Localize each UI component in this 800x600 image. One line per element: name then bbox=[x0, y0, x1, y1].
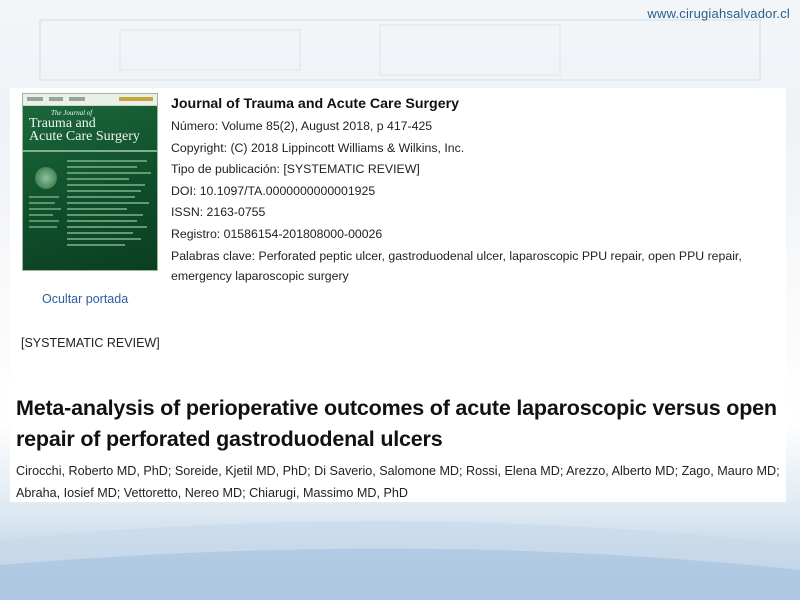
article-authors: Cirocchi, Roberto MD, PhD; Soreide, Kjetil MD, PhD; Di Saverio, Salomone MD; Rossi, Elena MD; Arezzo, Alberto MD; Zago, Mauro MD; Abraha, Iosief MD; Vettoretto, Nereo MD; Chiarugi, Massimo MD, PhD bbox=[16, 464, 780, 500]
issue-number: Número: Volume 85(2), August 2018, p 417-425 bbox=[171, 119, 433, 133]
article-title: Meta-analysis of perioperative outcomes of acute laparoscopic versus open repair of perforated gastroduodenal ulcers bbox=[16, 396, 777, 451]
publication-type: Tipo de publicación: [SYSTEMATIC REVIEW] bbox=[171, 162, 420, 176]
keywords: Palabras clave: Perforated peptic ulcer, gastroduodenal ulcer, laparoscopic PPU repair, open PPU repair, emergency laparoscopic surgery bbox=[171, 249, 742, 283]
cover-title-line2: Acute Care Surgery bbox=[29, 128, 140, 144]
site-url[interactable]: www.cirugiahsalvador.cl bbox=[647, 6, 790, 21]
cover-toc-lines bbox=[67, 160, 153, 250]
copyright: Copyright: (C) 2018 Lippincott Williams & Wilkins, Inc. bbox=[171, 140, 465, 155]
cover-divider bbox=[23, 150, 157, 152]
cover-header-strip bbox=[23, 94, 157, 106]
record-id: Registro: 01586154-201808000-00026 bbox=[171, 226, 383, 241]
journal-cover-image bbox=[22, 93, 158, 271]
cover-title bbox=[29, 110, 157, 143]
cover-title-small: The Journal of bbox=[51, 109, 93, 117]
cover-title-line1: Trauma and bbox=[29, 115, 96, 131]
cover-seal-icon bbox=[35, 167, 57, 189]
record-metadata bbox=[171, 96, 771, 286]
cover-side-lines bbox=[29, 196, 63, 232]
review-type-tag: [SYSTEMATIC REVIEW] bbox=[21, 336, 160, 350]
doi: DOI: 10.1097/TA.0000000000001925 bbox=[171, 183, 376, 198]
journal-name[interactable]: Journal of Trauma and Acute Care Surgery bbox=[171, 96, 460, 112]
issn: ISSN: 2163-0755 bbox=[171, 205, 266, 219]
hide-cover-link[interactable]: Ocultar portada bbox=[42, 292, 129, 306]
